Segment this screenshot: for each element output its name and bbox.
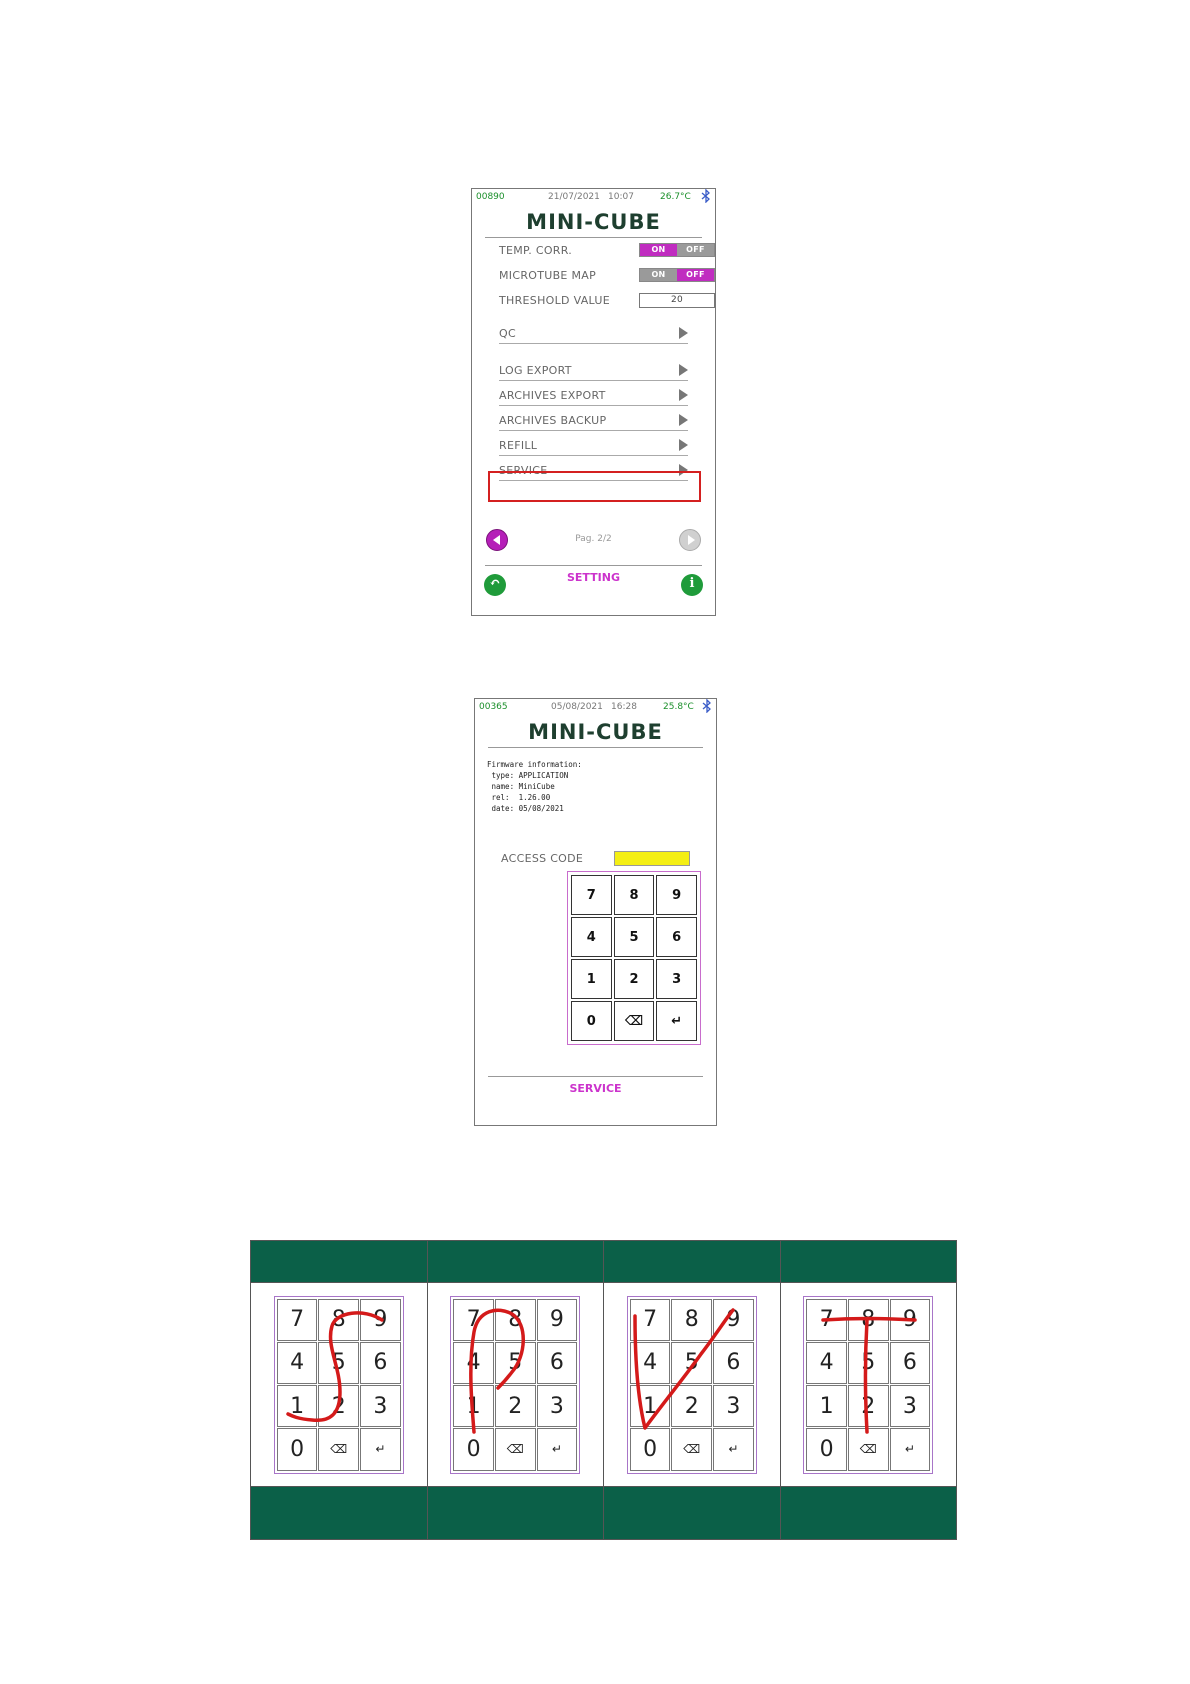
app-logo: MINI-CUBE <box>526 210 661 234</box>
key-9[interactable]: 9 <box>537 1299 578 1341</box>
firmware-type: type: APPLICATION <box>487 771 569 780</box>
microtube-map-toggle[interactable] <box>639 268 715 282</box>
screen-title: SETTING <box>566 571 621 584</box>
key-3[interactable]: 3 <box>890 1385 931 1427</box>
key-7[interactable]: 7 <box>630 1299 671 1341</box>
key-8[interactable]: 8 <box>318 1299 359 1341</box>
key-6[interactable]: 6 <box>656 917 697 957</box>
info-button[interactable] <box>681 574 703 596</box>
key-4[interactable]: 4 <box>571 917 612 957</box>
menu-item-qc[interactable] <box>499 322 688 344</box>
bluetooth-icon <box>700 189 712 203</box>
divider <box>488 1076 703 1077</box>
key-0[interactable]: 0 <box>571 1001 612 1041</box>
key-1[interactable]: 1 <box>453 1385 494 1427</box>
arrow-right-icon <box>688 535 695 545</box>
key-2[interactable]: 2 <box>495 1385 536 1427</box>
app-logo: MINI-CUBE <box>528 720 663 744</box>
key-0[interactable]: 0 <box>630 1428 671 1470</box>
microtube-map-row <box>499 264 705 286</box>
key-8[interactable]: 8 <box>671 1299 712 1341</box>
table-header-row <box>251 1241 957 1283</box>
menu-item-archives-export[interactable] <box>499 384 688 406</box>
key-5[interactable]: 5 <box>495 1342 536 1384</box>
key-9[interactable]: 9 <box>713 1299 754 1341</box>
keypad <box>450 1296 580 1474</box>
backspace-key[interactable]: ⌫ <box>495 1428 536 1470</box>
page-indicator: Pag. 2/2 <box>575 534 612 544</box>
key-3[interactable]: 3 <box>713 1385 754 1427</box>
key-7[interactable]: 7 <box>277 1299 318 1341</box>
temp-corr-row <box>499 239 705 261</box>
keypad <box>567 871 701 1045</box>
arrow-right-icon <box>679 327 688 339</box>
key-4[interactable]: 4 <box>630 1342 671 1384</box>
access-code-input[interactable] <box>614 851 690 866</box>
footer-cell <box>251 1487 428 1540</box>
threshold-label: THRESHOLD VALUE <box>499 294 611 307</box>
temp-corr-off[interactable]: OFF <box>677 244 714 256</box>
status-date: 21/07/2021 <box>548 192 600 202</box>
next-page-button[interactable] <box>679 529 701 551</box>
divider <box>488 747 703 748</box>
key-1[interactable]: 1 <box>806 1385 847 1427</box>
temp-corr-toggle[interactable] <box>639 243 715 257</box>
threshold-input[interactable]: 20 <box>639 293 715 308</box>
firmware-heading: Firmware information: <box>487 760 582 769</box>
microtube-map-label: MICROTUBE MAP <box>499 269 597 282</box>
keypad <box>627 1296 757 1474</box>
divider <box>485 237 702 238</box>
status-time: 16:28 <box>611 702 637 712</box>
key-7[interactable]: 7 <box>453 1299 494 1341</box>
status-temperature: 26.7°C <box>660 192 691 202</box>
menu-item-archives-backup[interactable] <box>499 409 688 431</box>
header-cell <box>251 1241 428 1283</box>
enter-key[interactable]: ↵ <box>713 1428 754 1470</box>
gesture-cell-v <box>604 1283 781 1487</box>
key-9[interactable]: 9 <box>890 1299 931 1341</box>
arrow-right-icon <box>679 439 688 451</box>
keypad <box>274 1296 404 1474</box>
key-1[interactable]: 1 <box>630 1385 671 1427</box>
key-5[interactable]: 5 <box>614 917 655 957</box>
gesture-table <box>250 1240 957 1540</box>
gesture-cell-s <box>251 1283 428 1487</box>
backspace-key[interactable]: ⌫ <box>848 1428 889 1470</box>
footer-cell <box>427 1487 604 1540</box>
key-8[interactable]: 8 <box>614 875 655 915</box>
key-8[interactable]: 8 <box>848 1299 889 1341</box>
keypad <box>803 1296 933 1474</box>
service-highlight-box <box>488 471 701 502</box>
enter-key[interactable]: ↵ <box>890 1428 931 1470</box>
status-bar <box>475 699 716 715</box>
menu-item-label: QC <box>499 327 516 340</box>
status-date: 05/08/2021 <box>551 702 603 712</box>
screen-title: SERVICE <box>569 1082 622 1095</box>
key-5[interactable]: 5 <box>848 1342 889 1384</box>
menu-item-label: SERVICE <box>499 464 548 477</box>
header-cell <box>427 1241 604 1283</box>
arrow-right-icon <box>679 364 688 376</box>
arrow-right-icon <box>679 414 688 426</box>
status-bar <box>472 189 715 205</box>
footer-cell <box>604 1487 781 1540</box>
menu-item-label: ARCHIVES EXPORT <box>499 389 606 402</box>
footer-cell <box>780 1487 957 1540</box>
divider <box>485 565 702 566</box>
key-2[interactable]: 2 <box>318 1385 359 1427</box>
gesture-cell-p <box>427 1283 604 1487</box>
firmware-rel: rel: 1.26.00 <box>487 793 551 802</box>
key-5[interactable]: 5 <box>318 1342 359 1384</box>
firmware-info <box>487 759 582 814</box>
firmware-name: name: MiniCube <box>487 782 555 791</box>
menu-item-log-export[interactable] <box>499 359 688 381</box>
table-row <box>251 1283 957 1487</box>
gesture-keypad <box>450 1296 580 1474</box>
arrow-right-icon <box>679 389 688 401</box>
key-3[interactable]: 3 <box>656 959 697 999</box>
key-2[interactable]: 2 <box>671 1385 712 1427</box>
key-9[interactable]: 9 <box>656 875 697 915</box>
backspace-key[interactable]: ⌫ <box>318 1428 359 1470</box>
threshold-row <box>499 289 688 311</box>
key-1[interactable]: 1 <box>571 959 612 999</box>
key-7[interactable]: 7 <box>571 875 612 915</box>
table-footer-row <box>251 1487 957 1540</box>
service-screen <box>474 698 717 1126</box>
setting-screen <box>471 188 716 616</box>
menu-item-label: ARCHIVES BACKUP <box>499 414 607 427</box>
enter-key[interactable]: ↵ <box>360 1428 401 1470</box>
firmware-date: date: 05/08/2021 <box>487 804 564 813</box>
key-6[interactable]: 6 <box>360 1342 401 1384</box>
serial-number: 00365 <box>479 702 508 712</box>
gesture-keypad <box>627 1296 757 1474</box>
serial-number: 00890 <box>476 192 505 202</box>
gesture-cell-t <box>780 1283 957 1487</box>
temp-corr-on[interactable]: ON <box>640 244 677 256</box>
status-temperature: 25.8°C <box>663 702 694 712</box>
key-9[interactable]: 9 <box>360 1299 401 1341</box>
bluetooth-icon <box>701 699 713 713</box>
gesture-keypad <box>803 1296 933 1474</box>
back-button[interactable] <box>484 574 506 596</box>
microtube-map-on[interactable]: ON <box>640 269 677 281</box>
key-2[interactable]: 2 <box>848 1385 889 1427</box>
key-7[interactable]: 7 <box>806 1299 847 1341</box>
key-0[interactable]: 0 <box>453 1428 494 1470</box>
menu-item-label: LOG EXPORT <box>499 364 572 377</box>
menu-item-refill[interactable] <box>499 434 688 456</box>
key-3[interactable]: 3 <box>537 1385 578 1427</box>
key-4[interactable]: 4 <box>806 1342 847 1384</box>
key-2[interactable]: 2 <box>614 959 655 999</box>
key-6[interactable]: 6 <box>713 1342 754 1384</box>
key-4[interactable]: 4 <box>453 1342 494 1384</box>
status-time: 10:07 <box>608 192 634 202</box>
back-arrow-icon: ↶ <box>489 576 501 591</box>
key-6[interactable]: 6 <box>537 1342 578 1384</box>
key-0[interactable]: 0 <box>277 1428 318 1470</box>
key-0[interactable]: 0 <box>806 1428 847 1470</box>
key-5[interactable]: 5 <box>671 1342 712 1384</box>
key-6[interactable]: 6 <box>890 1342 931 1384</box>
temp-corr-label: TEMP. CORR. <box>499 244 573 257</box>
microtube-map-off[interactable]: OFF <box>677 269 714 281</box>
key-1[interactable]: 1 <box>277 1385 318 1427</box>
gesture-keypad <box>274 1296 404 1474</box>
menu-item-label: REFILL <box>499 439 538 452</box>
info-icon: i <box>689 576 695 591</box>
header-cell <box>780 1241 957 1283</box>
header-cell <box>604 1241 781 1283</box>
key-8[interactable]: 8 <box>495 1299 536 1341</box>
backspace-key[interactable]: ⌫ <box>614 1001 655 1041</box>
enter-key[interactable]: ↵ <box>656 1001 697 1041</box>
key-4[interactable]: 4 <box>277 1342 318 1384</box>
access-code-label: ACCESS CODE <box>501 852 584 865</box>
enter-key[interactable]: ↵ <box>537 1428 578 1470</box>
backspace-key[interactable]: ⌫ <box>671 1428 712 1470</box>
key-3[interactable]: 3 <box>360 1385 401 1427</box>
